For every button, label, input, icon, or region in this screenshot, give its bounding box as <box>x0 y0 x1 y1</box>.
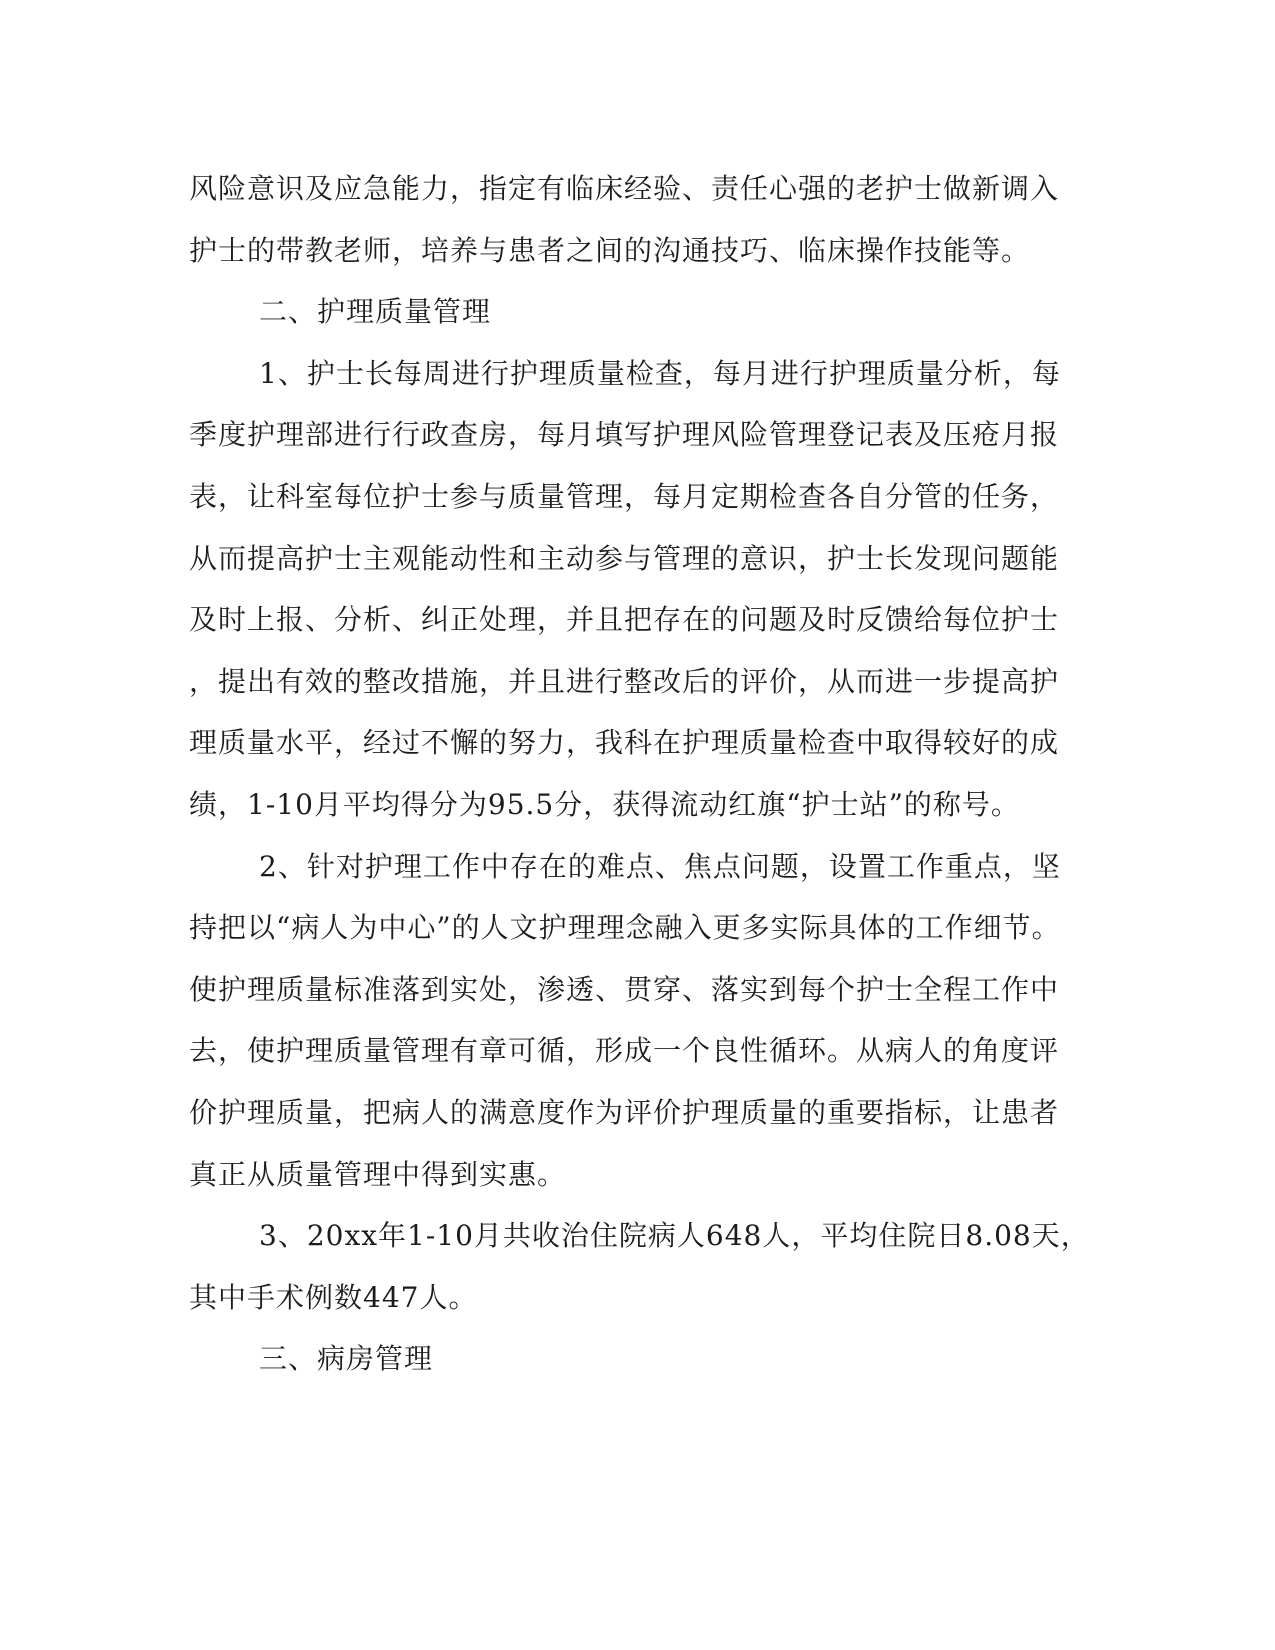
text-line: 真正从质量管理中得到实惠。 <box>189 1157 567 1191</box>
text-line: 季度护理部进行行政查房，每月填写护理风险管理登记表及压疮月报 <box>189 418 1060 452</box>
text-line: 其中手术例数447人。 <box>189 1280 478 1314</box>
text-line: ，提出有效的整改措施，并且进行整改后的评价，从而进一步提高护 <box>189 664 1060 698</box>
text-line: 风险意识及应急能力，指定有临床经验、责任心强的老护士做新调入 <box>189 172 1060 205</box>
section-heading: 三、病房管理 <box>259 1342 434 1376</box>
text-line: 3、20xx年1-10月共收治住院病人648人，平均住院日8.08天， <box>259 1219 1090 1253</box>
text-line: 1、护士长每周进行护理质量检查，每月进行护理质量分析，每 <box>259 356 1061 390</box>
text-line: 表，让科室每位护士参与质量管理，每月定期检查各自分管的任务， <box>189 479 1060 513</box>
text-line: 绩，1-10月平均得分为95.5分，获得流动红旗“护士站”的称号。 <box>189 787 1020 821</box>
text-line: 去，使护理质量管理有章可循，形成一个良性循环。从病人的角度评 <box>189 1034 1060 1068</box>
text-line: 及时上报、分析、纠正处理，并且把存在的问题及时反馈给每位护士 <box>189 603 1060 637</box>
text-line: 2、针对护理工作中存在的难点、焦点问题，设置工作重点，坚 <box>259 849 1061 883</box>
text-line: 持把以“病人为中心”的人文护理理念融入更多实际具体的工作细节。 <box>189 911 1061 945</box>
text-line: 理质量水平，经过不懈的努力，我科在护理质量检查中取得较好的成 <box>189 726 1060 760</box>
text-line: 护士的带教老师，培养与患者之间的沟通技巧、临床操作技能等。 <box>189 233 1031 267</box>
text-line: 价护理质量，把病人的满意度作为评价护理质量的重要指标，让患者 <box>189 1095 1060 1129</box>
text-line: 从而提高护士主观能动性和主动参与管理的意识，护士长发现问题能 <box>189 541 1060 575</box>
text-line: 使护理质量标准落到实处，渗透、贯穿、落实到每个护士全程工作中 <box>189 972 1060 1006</box>
section-heading: 二、护理质量管理 <box>259 295 492 329</box>
document-body <box>189 158 1090 1390</box>
